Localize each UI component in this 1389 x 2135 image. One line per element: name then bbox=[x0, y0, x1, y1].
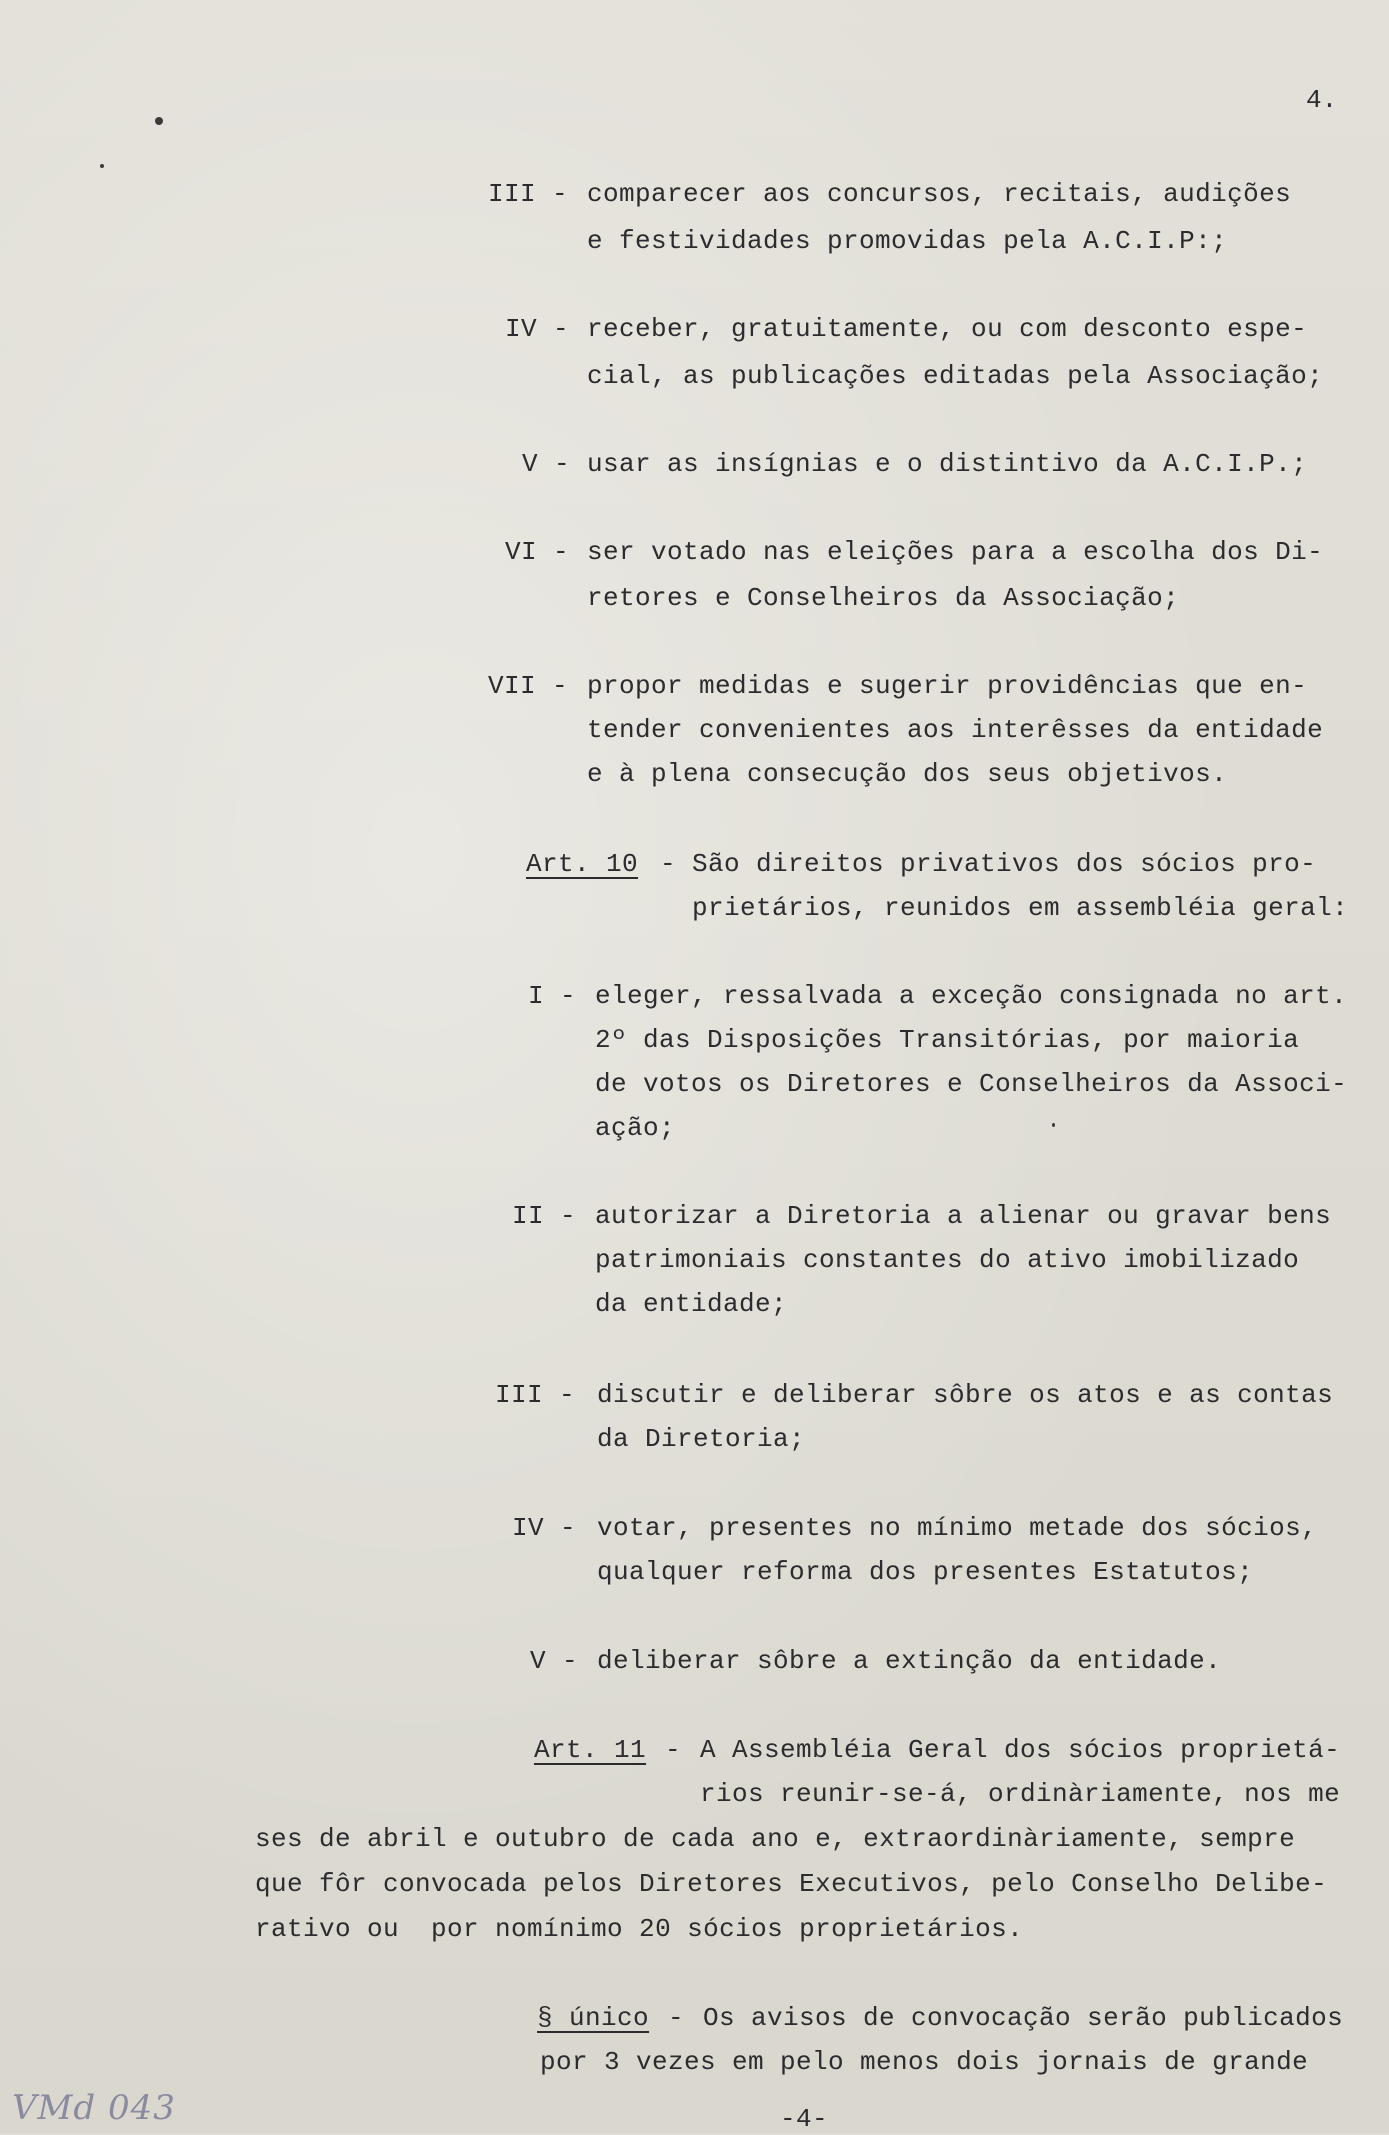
item-text-line: da entidade; bbox=[595, 1289, 788, 1319]
ink-speck bbox=[155, 117, 163, 125]
item-numeral: VI - bbox=[505, 537, 570, 567]
item-text-line: 2º das Disposições Transitórias, por maioria bbox=[595, 1025, 1300, 1055]
archive-mark: VMd 043 bbox=[12, 2088, 176, 2128]
article-label: Art. 10 bbox=[526, 849, 639, 879]
item-text-line: cial, as publicações editadas pela Associação; bbox=[587, 361, 1324, 391]
item-text-line: ação; bbox=[595, 1113, 676, 1143]
item-text-line: receber, gratuitamente, ou com desconto espe- bbox=[587, 314, 1308, 344]
paragraph-label: § único bbox=[537, 2003, 650, 2033]
item-text-line: discutir e deliberar sôbre os atos e as contas bbox=[597, 1380, 1334, 1410]
article-text-line: rativo ou por nomínimo 20 sócios proprietários. bbox=[255, 1914, 1024, 1944]
item-text-line: votar, presentes no mínimo metade dos sócios, bbox=[597, 1513, 1318, 1543]
item-text-line: usar as insígnias e o distintivo da A.C.I.P.; bbox=[587, 449, 1308, 479]
item-text-line: propor medidas e sugerir providências que en- bbox=[587, 671, 1308, 701]
item-text-line: autorizar a Diretoria a alienar ou gravar bens bbox=[595, 1201, 1332, 1231]
item-text-line: patrimoniais constantes do ativo imobilizado bbox=[595, 1245, 1300, 1275]
paragraph-text-line: Os avisos de convocação serão publicados bbox=[703, 2003, 1344, 2033]
ink-speck bbox=[1052, 1123, 1055, 1127]
item-numeral: III - bbox=[495, 1380, 576, 1410]
item-text-line: qualquer reforma dos presentes Estatutos; bbox=[597, 1557, 1254, 1587]
item-text-line: eleger, ressalvada a exceção consignada no art. bbox=[595, 981, 1348, 1011]
item-numeral: I - bbox=[528, 981, 577, 1011]
item-numeral: IV - bbox=[505, 314, 570, 344]
footer-mark: -4- bbox=[780, 2104, 829, 2134]
item-text-line: e festividades promovidas pela A.C.I.P:; bbox=[587, 226, 1228, 256]
article-dash: - bbox=[665, 1735, 682, 1765]
item-numeral: VII - bbox=[488, 671, 569, 701]
item-numeral: III - bbox=[488, 179, 569, 209]
paragraph-dash: - bbox=[668, 2003, 685, 2033]
item-text-line: ser votado nas eleições para a escolha dos Di- bbox=[587, 537, 1324, 567]
item-numeral: V - bbox=[530, 1646, 579, 1676]
article-text-line: rios reunir-se-á, ordinàriamente, nos me bbox=[700, 1779, 1341, 1809]
item-text-line: comparecer aos concursos, recitais, audições bbox=[587, 179, 1292, 209]
item-text-line: retores e Conselheiros da Associação; bbox=[587, 583, 1180, 613]
article-text-line: São direitos privativos dos sócios pro- bbox=[692, 849, 1317, 879]
article-text-line: A Assembléia Geral dos sócios proprietá- bbox=[700, 1735, 1341, 1765]
item-numeral: IV - bbox=[512, 1513, 577, 1543]
item-text-line: de votos os Diretores e Conselheiros da Associ- bbox=[595, 1069, 1348, 1099]
ink-speck bbox=[100, 164, 104, 168]
item-text-line: tender convenientes aos interêsses da entidade bbox=[587, 715, 1324, 745]
item-text-line: e à plena consecução dos seus objetivos. bbox=[587, 759, 1228, 789]
item-text-line: deliberar sôbre a extinção da entidade. bbox=[597, 1646, 1222, 1676]
page-number: 4. bbox=[1306, 85, 1338, 115]
article-text-line: ses de abril e outubro de cada ano e, extraordinàriamente, sempre bbox=[255, 1824, 1296, 1854]
item-text-line: da Diretoria; bbox=[597, 1424, 806, 1454]
article-label: Art. 11 bbox=[534, 1735, 647, 1765]
item-numeral: V - bbox=[522, 449, 571, 479]
paragraph-text-line: por 3 vezes em pelo menos dois jornais de grande bbox=[540, 2047, 1309, 2077]
item-numeral: II - bbox=[512, 1201, 577, 1231]
article-text-line: que fôr convocada pelos Diretores Executivos, pelo Conselho Delibe- bbox=[255, 1869, 1328, 1899]
article-dash: - bbox=[660, 849, 677, 879]
article-text-line: prietários, reunidos em assembléia geral: bbox=[692, 893, 1349, 923]
